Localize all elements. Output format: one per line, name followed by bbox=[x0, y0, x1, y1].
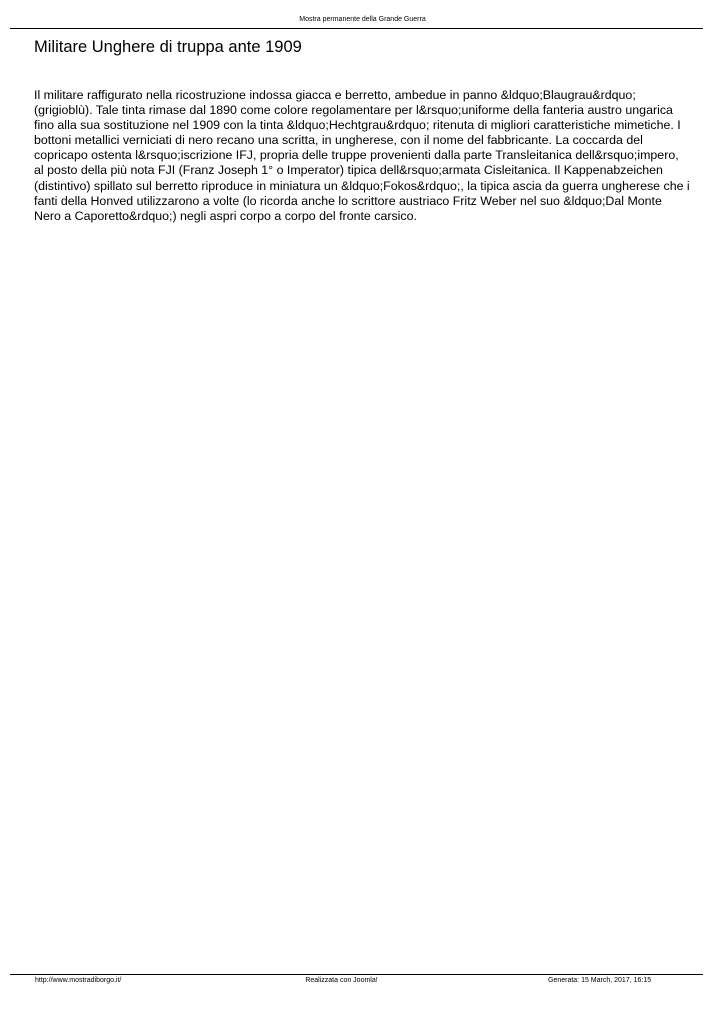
article-title: Militare Unghere di truppa ante 1909 bbox=[34, 38, 302, 56]
page-header: Mostra permanente della Grande Guerra bbox=[299, 16, 426, 23]
page-footer bbox=[0, 976, 725, 988]
footer-site-url: http://www.mostradiborgo.it/ bbox=[35, 977, 122, 984]
header-divider bbox=[10, 28, 703, 29]
footer-divider bbox=[10, 974, 703, 975]
footer-credit: Realizzata con Joomla! bbox=[305, 977, 378, 984]
footer-generated-date: Generata: 15 March, 2017, 16:15 bbox=[548, 977, 652, 984]
article-body: Il militare raffigurato nella ricostruzione indossa giacca e berretto, ambedue in panno &ldquo;Blaugrau&rdquo; (grigioblù). Tale tinta rimase dal 1890 come colore regolamentare per l&rsquo;uniforme della fanteria austro ungarica fino alla sua sostituzione nel 1909 con la tinta &ldquo;Hechtgrau&rdquo; ritenuta di migliori caratteristiche mimetiche. I bottoni metallici verniciati di nero recano una scritta, in ungherese, con il nome del fabbricante. La coccarda del copricapo ostenta l&rsquo;iscrizione IFJ, propria delle truppe provenienti dalla parte Transleitanica dell&rsquo;impero, al posto della più nota FJI (Franz Joseph 1° o Imperator) tipica dell&rsquo;armata Cisleitanica. Il Kappenabzeichen (distintivo) spillato sul berretto riproduce in miniatura un &ldquo;Fokos&rdquo;, la tipica ascia da guerra ungherese che i fanti della Honved utilizzarono a volte (lo ricorda anche lo scrittore austriaco Fritz Weber nel suo &ldquo;Dal Monte Nero a Caporetto&rdquo;) negli aspri corpo a corpo del fronte carsico. bbox=[34, 88, 690, 223]
